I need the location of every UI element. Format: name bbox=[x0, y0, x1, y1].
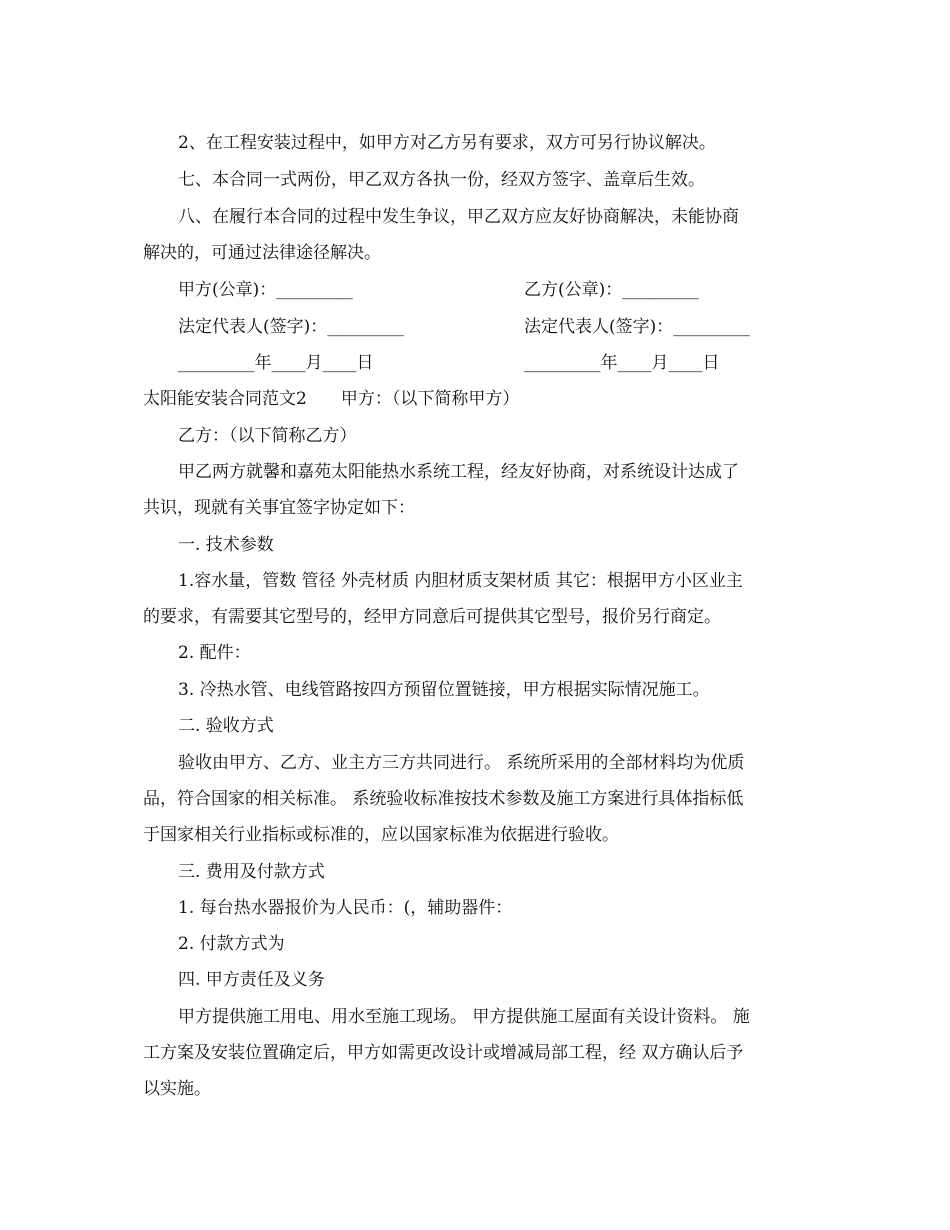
section-1-item-1-line-1: 1.容水量，管数 管径 外壳材质 内胆材质支架材质 其它：根据甲方小区业主 bbox=[178, 571, 743, 591]
section-3-item-2: 2. 付款方式为 bbox=[178, 934, 285, 954]
section-2-line-3: 于国家相关行业指标或标准的，应以国家标准为依据进行验收。 bbox=[143, 825, 619, 845]
section-1-item-2: 2. 配件： bbox=[178, 643, 251, 663]
party-b-date-line: _________年____月____日 bbox=[524, 353, 720, 373]
party-a-rep-line: 法定代表人(签字)：_________ bbox=[178, 317, 404, 337]
clause-eight-line-1: 八、在履行本合同的过程中发生争议，甲乙双方应友好协商解决，未能协商 bbox=[178, 207, 739, 227]
section-1-item-1-line-2: 的要求，有需要其它型号的，经甲方同意后可提供其它型号，报价另行商定。 bbox=[143, 607, 721, 627]
contract-2-title: 太阳能安装合同范文2 甲方：（以下简称甲方） bbox=[143, 389, 520, 409]
intro-line-2: 共识，现就有关事宜签字协定如下： bbox=[143, 498, 415, 518]
party-b-line: 乙方：（以下简称乙方） bbox=[178, 426, 357, 446]
section-4-line-2: 工方案及安装位置确定后，甲方如需更改设计或增减局部工程，经 双方确认后予 bbox=[143, 1043, 744, 1063]
section-4-line-3: 以实施。 bbox=[143, 1079, 211, 1099]
intro-line-1: 甲乙两方就馨和嘉苑太阳能热水系统工程，经友好协商，对系统设计达成了 bbox=[178, 462, 739, 482]
section-1-heading: 一. 技术参数 bbox=[178, 535, 274, 555]
section-4-heading: 四. 甲方责任及义务 bbox=[178, 970, 325, 990]
clause-seven-text: 七、本合同一式两份，甲乙双方各执一份，经双方签字、盖章后生效。 bbox=[178, 170, 705, 190]
party-a-seal-line: 甲方(公章)：_________ bbox=[178, 280, 353, 300]
party-b-seal-line: 乙方(公章)：_________ bbox=[524, 280, 699, 300]
section-3-item-1: 1. 每台热水器报价为人民币：(，辅助器件： bbox=[178, 898, 513, 918]
section-2-line-2: 品，符合国家的相关标准。 系统验收标准按技术参数及施工方案进行具体指标低 bbox=[143, 789, 744, 809]
clause-eight-line-2: 解决的，可通过法律途径解决。 bbox=[143, 243, 381, 263]
section-2-line-1: 验收由甲方、乙方、业主方三方共同进行。 系统所采用的全部材料均为优质 bbox=[178, 753, 745, 773]
section-4-line-1: 甲方提供施工用电、用水至施工现场。 甲方提供施工屋面有关设计资料。 施 bbox=[178, 1007, 750, 1027]
clause-2-text: 2、在工程安装过程中，如甲方对乙方另有要求，双方可另行协议解决。 bbox=[178, 133, 716, 153]
section-1-item-3: 3. 冷热水管、电线管路按四方预留位置链接，甲方根据实际情况施工。 bbox=[178, 680, 710, 700]
party-a-date-line: _________年____月____日 bbox=[178, 353, 374, 373]
party-b-rep-line: 法定代表人(签字)：_________ bbox=[524, 317, 750, 337]
section-3-heading: 三. 费用及付款方式 bbox=[178, 862, 325, 882]
section-2-heading: 二. 验收方式 bbox=[178, 716, 274, 736]
